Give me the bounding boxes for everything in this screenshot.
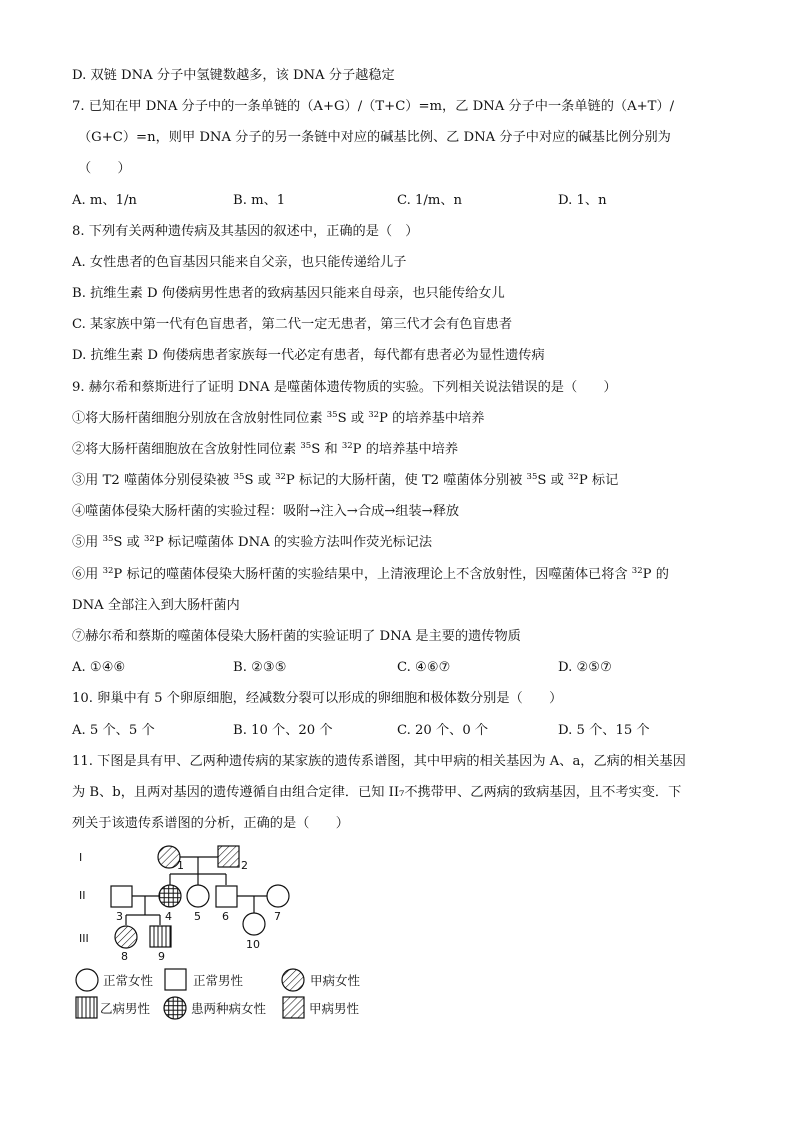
q9-option-a: A. ①④⑥: [72, 660, 126, 675]
q9-statement-6-cont: DNA 全部注入到大肠杆菌内: [72, 598, 240, 613]
individual-label-8: 8: [121, 950, 128, 963]
legend-both-female-label: 患两种病女性: [191, 1001, 267, 1016]
generation-label-1: I: [79, 851, 83, 864]
q10-option-a: A. 5 个、5 个: [72, 723, 155, 738]
legend-normal-male-label: 正常男性: [193, 973, 244, 988]
individual-III10-normal-female: [243, 913, 265, 935]
q8-option-d: D. 抗维生素 D 佝偻病患者家族每一代必定有患者，每代都有患者必为显性遗传病: [72, 348, 545, 363]
q7-option-c: C. 1/m、n: [397, 193, 463, 208]
generation-label-3: III: [79, 932, 89, 945]
individual-label-10: 10: [246, 938, 260, 951]
q10-option-c: C. 20 个、0 个: [397, 723, 489, 738]
q6-option-d: D. 双链 DNA 分子中氢键数越多，该 DNA 分子越稳定: [72, 68, 395, 83]
individual-II5-normal-female: [187, 885, 209, 907]
legend-normal-female-label: 正常女性: [103, 973, 154, 988]
individual-label-4: 4: [165, 910, 172, 923]
q8-stem: 8. 下列有关两种遗传病及其基因的叙述中，正确的是（ ）: [72, 224, 419, 239]
generation-label-2: II: [79, 889, 86, 902]
individual-label-9: 9: [158, 950, 165, 963]
legend-yi-male-label: 乙病男性: [100, 1001, 151, 1016]
q9-option-b: B. ②③⑤: [233, 660, 287, 675]
q9-statement-2: ②将大肠杆菌细胞放在含放射性同位素 $^{35}$S 和 $^{32}$P 的培养基中培养: [72, 441, 459, 457]
individual-label-3: 3: [116, 910, 123, 923]
legend-normal-male-symbol: [165, 969, 186, 990]
q8-option-a: A. 女性患者的色盲基因只能来自父亲，也只能传递给儿子: [72, 255, 407, 270]
individual-II6-normal-male: [216, 886, 237, 907]
q7-option-b: B. m、1: [233, 193, 286, 208]
individual-II4-both-diseases-female: [159, 885, 181, 907]
individual-I2-jia-male: [218, 846, 239, 867]
legend-jia-female-label: 甲病女性: [310, 973, 361, 988]
q11-stem-line1: 11. 下图是具有甲、乙两种遗传病的某家族的遗传系谱图，其中甲病的相关基因为 A、a，乙病的相关基因: [72, 754, 686, 769]
individual-II7-normal-female: [267, 885, 289, 907]
q7-stem-line2: （G+C）=n，则甲 DNA 分子的另一条链中对应的碱基比例、乙 DNA 分子中对应的碱基比例分别为: [78, 130, 671, 145]
individual-label-7: 7: [274, 910, 281, 923]
q9-statement-1: ①将大肠杆菌细胞分别放在含放射性同位素 $^{35}$S 或 $^{32}$P 的培养基中培养: [72, 410, 485, 426]
legend-yi-male-symbol: [76, 997, 97, 1018]
legend-jia-male-symbol: [283, 997, 304, 1018]
q10-option-d: D. 5 个、15 个: [558, 723, 650, 738]
q11-stem-line2: 为 B、b，且两对基因的遗传遵循自由组合定律．已知 II₇不携带甲、乙两病的致病基因，且不考实变．下: [72, 785, 682, 800]
q9-stem: 9. 赫尔希和蔡斯进行了证明 DNA 是噬菌体遗传物质的实验。下列相关说法错误的是（ ）: [72, 380, 617, 395]
q9-statement-4: ④噬菌体侵染大肠杆菌的实验过程：吸附→注入→合成→组装→释放: [72, 504, 460, 519]
q10-stem: 10. 卵巢中有 5 个卵原细胞，经减数分裂可以形成的卵细胞和极体数分别是（ ）: [72, 691, 563, 706]
q8-option-c: C. 某家族中第一代有色盲患者，第二代一定无患者，第三代才会有色盲患者: [72, 317, 513, 332]
q7-stem-line1: 7. 已知在甲 DNA 分子中的一条单链的（A+G）/（T+C）=m，乙 DNA 分子中一条单链的（A+T）/: [72, 99, 675, 114]
individual-II3-normal-male: [111, 886, 132, 907]
q9-statement-5: ⑤用 $^{35}$S 或 $^{32}$P 标记噬菌体 DNA 的实验方法叫作荧光标记法: [72, 534, 433, 550]
legend-jia-male-label: 甲病男性: [309, 1001, 360, 1016]
q8-option-b: B. 抗维生素 D 佝偻病男性患者的致病基因只能来自母亲，也只能传给女儿: [72, 286, 505, 301]
q10-option-b: B. 10 个、20 个: [233, 723, 333, 738]
q9-statement-3: ③用 T2 噬菌体分别侵染被 $^{35}$S 或 $^{32}$P 标记的大肠杆菌，使 T2 噬菌体分别被 $^{35}$S 或 $^{32}$P 标记: [72, 472, 619, 488]
q7-option-a: A. m、1/n: [72, 193, 137, 208]
q11-stem-line3: 列关于该遗传系谱图的分析，正确的是（ ）: [72, 816, 349, 831]
individual-III9-yi-male: [150, 926, 171, 947]
legend-normal-female-symbol: [76, 969, 98, 991]
legend-both-female-symbol: [164, 997, 186, 1019]
q9-option-c: C. ④⑥⑦: [397, 660, 451, 675]
q9-statement-6: ⑥用 $^{32}$P 标记的噬菌体侵染大肠杆菌的实验结果中，上清液理论上不含放射性，因噬菌体已将含 $^{32}$P 的: [72, 566, 669, 582]
individual-label-6: 6: [222, 910, 229, 923]
individual-label-1: 1: [177, 859, 184, 872]
q9-option-d: D. ②⑤⑦: [558, 660, 612, 675]
individual-label-2: 2: [241, 859, 248, 872]
individual-III8-jia-female: [115, 926, 137, 948]
individual-label-5: 5: [194, 910, 201, 923]
q9-statement-7: ⑦赫尔希和蔡斯的噬菌体侵染大肠杆菌的实验证明了 DNA 是主要的遗传物质: [72, 629, 521, 644]
legend-jia-female-symbol: [282, 969, 304, 991]
q7-option-d: D. 1、n: [558, 193, 607, 208]
q7-stem-blank: （ ）: [78, 161, 131, 176]
